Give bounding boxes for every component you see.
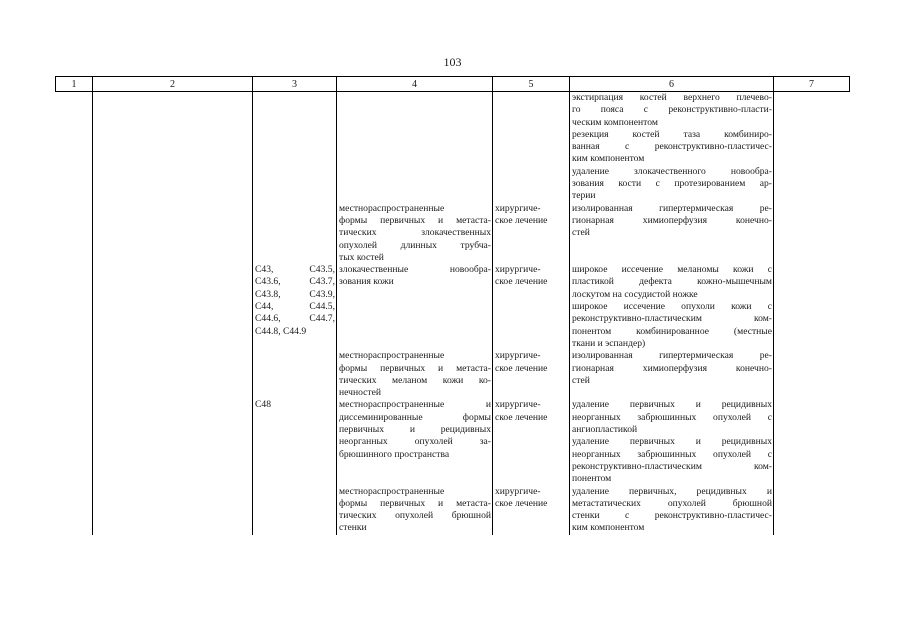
- condition-line: тых костей: [339, 251, 384, 263]
- treatment-type-cell: [493, 92, 570, 203]
- treatment-methods-cell: [570, 92, 774, 203]
- column-header-1: 1: [56, 77, 93, 92]
- treatment-method: [572, 203, 772, 240]
- icd-codes-cell: [253, 399, 337, 485]
- treatment-method: [572, 129, 772, 166]
- treatment-method-line: стенки с реконструктивно-пластичес-: [572, 510, 772, 522]
- condition-line: зования кожи: [339, 276, 394, 288]
- column-header-6: 6: [570, 77, 774, 92]
- cell-col7: [774, 92, 850, 203]
- treatment-method-line: гионарная химиоперфузия конечно-: [572, 214, 772, 226]
- condition-cell: [337, 350, 493, 399]
- treatment-method-line: гионарная химиоперфузия конечно-: [572, 362, 772, 374]
- treatment-type-cell: [493, 264, 570, 350]
- icd-code: C44.5,: [309, 301, 335, 313]
- cell-col1: [56, 264, 93, 350]
- condition-cell: [337, 399, 493, 485]
- condition-line: нечностей: [339, 387, 381, 399]
- treatment-type-line: хирургиче-: [495, 202, 541, 214]
- condition-cell: [337, 92, 493, 203]
- column-header-3: 3: [253, 77, 337, 92]
- condition-line: диссеминированные формы: [339, 411, 491, 423]
- treatment-method-line: понентом комбинированное (местные: [572, 325, 772, 337]
- cell-col2: [93, 399, 253, 485]
- column-header-5: 5: [493, 77, 570, 92]
- treatment-method-line: широкое иссечение меланомы кожи с: [572, 264, 772, 276]
- treatment-method-line: лоскутом на сосудистой ножке: [572, 288, 698, 300]
- treatment-method-line: удаление злокачественного новообра-: [572, 165, 772, 177]
- treatment-method-line: изолированная гипертермическая ре-: [572, 202, 772, 214]
- column-number-row: [56, 77, 850, 92]
- condition-line: формы первичных и метаста-: [339, 497, 491, 509]
- column-header-2: 2: [93, 77, 253, 92]
- treatment-type-cell: [493, 486, 570, 535]
- icd-code: C43.8,: [255, 288, 281, 300]
- cell-col1: [56, 203, 93, 264]
- treatment-method-line: понентом: [572, 473, 612, 485]
- treatment-method-line: ткани и эспандер): [572, 337, 646, 349]
- treatment-type-line: ское лечение: [495, 411, 548, 423]
- icd-code-line: [255, 313, 335, 325]
- condition-line: местнораспространенные и: [339, 399, 491, 411]
- condition-cell: [337, 264, 493, 350]
- treatment-method: [572, 399, 772, 436]
- condition-line: стенки: [339, 522, 367, 534]
- condition-line: формы первичных и метаста-: [339, 214, 491, 226]
- cell-col7: [774, 399, 850, 485]
- treatment-method-line: реконструктивно-пластическим ком-: [572, 460, 772, 472]
- cell-col2: [93, 350, 253, 399]
- treatment-type-line: хирургиче-: [495, 264, 541, 276]
- cell-col7: [774, 264, 850, 350]
- condition-line: опухолей длинных трубча-: [339, 239, 491, 251]
- icd-code: C48: [255, 399, 271, 411]
- treatment-method-line: резекция костей таза комбиниро-: [572, 128, 772, 140]
- treatment-method-line: стей: [572, 374, 590, 386]
- treatment-method-line: го пояса с реконструктивно-пласти-: [572, 104, 772, 116]
- icd-code-line: [255, 399, 335, 411]
- treatment-method: [572, 166, 772, 203]
- treatment-method-line: удаление первичных, рецидивных и: [572, 485, 772, 497]
- treatment-method: [572, 350, 772, 387]
- treatment-methods-cell: [570, 486, 774, 535]
- page-number: 103: [443, 55, 462, 69]
- cell-col1: [56, 350, 93, 399]
- cell-col2: [93, 264, 253, 350]
- treatment-type-cell: [493, 203, 570, 264]
- treatment-method-line: ким компонентом: [572, 522, 645, 534]
- treatment-type-cell: [493, 350, 570, 399]
- treatment-method-line: ванная с реконструктивно-пластичес-: [572, 141, 772, 153]
- table-body: [56, 92, 850, 535]
- condition-line: тических злокачественных: [339, 227, 491, 239]
- treatment-method-line: метастатических опухолей брюшной: [572, 497, 772, 509]
- condition-line: тических опухолей брюшной: [339, 510, 491, 522]
- condition-line: первичных и рецидивных: [339, 424, 491, 436]
- column-header-7: 7: [774, 77, 850, 92]
- icd-code: C43.5,: [309, 264, 335, 276]
- treatment-methods-cell: [570, 203, 774, 264]
- table-row: [56, 92, 850, 203]
- table-row: [56, 399, 850, 485]
- icd-code: C44,: [255, 301, 274, 313]
- medical-procedures-table: [55, 76, 850, 535]
- treatment-method-line: удаление первичных и рецидивных: [572, 436, 772, 448]
- treatment-method-line: экстирпация костей верхнего плечево-: [572, 92, 772, 103]
- treatment-method-line: удаление первичных и рецидивных: [572, 399, 772, 411]
- cell-col1: [56, 399, 93, 485]
- condition-line: формы первичных и метаста-: [339, 362, 491, 374]
- icd-code: C44.8, C44.9: [255, 325, 307, 337]
- icd-code-line: [255, 301, 335, 313]
- treatment-method: [572, 436, 772, 485]
- treatment-type-line: ское лечение: [495, 214, 548, 226]
- icd-code: C43.6,: [255, 276, 281, 288]
- treatment-method-line: терии: [572, 190, 596, 202]
- cell-col1: [56, 486, 93, 535]
- treatment-type-cell: [493, 399, 570, 485]
- cell-col7: [774, 350, 850, 399]
- condition-line: брюшинного пространства: [339, 448, 450, 460]
- treatment-method: [572, 301, 772, 350]
- treatment-method-line: зования кости с протезированием ар-: [572, 178, 772, 190]
- treatment-methods-cell: [570, 399, 774, 485]
- cell-col2: [93, 203, 253, 264]
- condition-line: местнораспространенные: [339, 485, 445, 497]
- icd-code: C43.7,: [309, 276, 335, 288]
- condition-line: неорганных опухолей за-: [339, 436, 491, 448]
- treatment-type-line: хирургиче-: [495, 399, 541, 411]
- cell-col7: [774, 486, 850, 535]
- treatment-method-line: неорганных забрюшинных опухолей с: [572, 448, 772, 460]
- cell-col7: [774, 203, 850, 264]
- icd-code-line: [255, 264, 335, 276]
- treatment-method-line: ангиопластикой: [572, 424, 638, 436]
- treatment-method-line: изолированная гипертермическая ре-: [572, 350, 772, 362]
- treatment-type-line: ское лечение: [495, 276, 548, 288]
- condition-line: местнораспространенные: [339, 350, 445, 362]
- treatment-type-line: ское лечение: [495, 362, 548, 374]
- icd-code: C44.7,: [309, 313, 335, 325]
- cell-col1: [56, 92, 93, 203]
- treatment-methods-cell: [570, 264, 774, 350]
- icd-codes-cell: [253, 486, 337, 535]
- condition-cell: [337, 486, 493, 535]
- treatment-method-line: широкое иссечение опухоли кожи с: [572, 301, 772, 313]
- cell-col2: [93, 486, 253, 535]
- treatment-method-line: ким компонентом: [572, 153, 645, 165]
- icd-codes-cell: [253, 264, 337, 350]
- treatment-method-line: ческим компонентом: [572, 116, 658, 128]
- cell-col2: [93, 92, 253, 203]
- icd-code: C43,: [255, 264, 274, 276]
- table-row: [56, 350, 850, 399]
- icd-code-line: [255, 326, 335, 338]
- treatment-method: [572, 92, 772, 129]
- condition-line: тических меланом кожи ко-: [339, 374, 491, 386]
- icd-codes-cell: [253, 203, 337, 264]
- treatment-type-line: хирургиче-: [495, 485, 541, 497]
- icd-code: C43.9,: [309, 288, 335, 300]
- condition-cell: [337, 203, 493, 264]
- treatment-method: [572, 486, 772, 535]
- condition-line: местнораспространенные: [339, 202, 445, 214]
- treatment-methods-cell: [570, 350, 774, 399]
- treatment-type-line: хирургиче-: [495, 350, 541, 362]
- treatment-method-line: стей: [572, 227, 590, 239]
- table-row: [56, 486, 850, 535]
- icd-code-line: [255, 276, 335, 288]
- column-header-4: 4: [337, 77, 493, 92]
- table-row: [56, 203, 850, 264]
- treatment-type-line: ское лечение: [495, 497, 548, 509]
- treatment-method-line: неорганных забрюшинных опухолей с: [572, 411, 772, 423]
- treatment-method: [572, 264, 772, 301]
- icd-codes-cell: [253, 350, 337, 399]
- icd-code: C44.6,: [255, 313, 281, 325]
- icd-codes-cell: [253, 92, 337, 203]
- condition-line: злокачественные новообра-: [339, 264, 491, 276]
- treatment-method-line: пластикой дефекта кожно-мышечным: [572, 276, 772, 288]
- table-row: [56, 264, 850, 350]
- icd-code-line: [255, 289, 335, 301]
- treatment-method-line: реконструктивно-пластическим ком-: [572, 313, 772, 325]
